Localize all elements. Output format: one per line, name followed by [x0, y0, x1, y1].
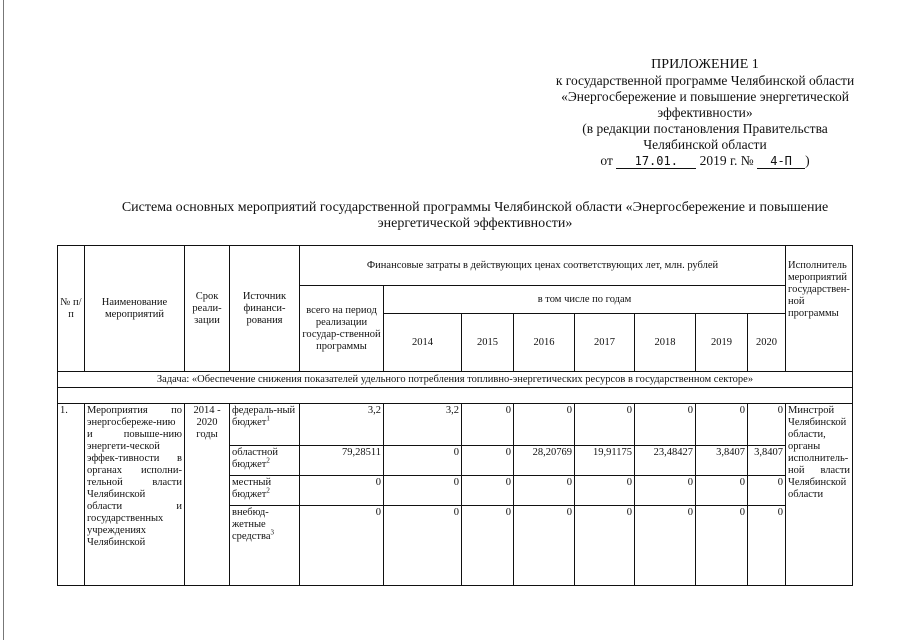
year-value-cell: 0	[748, 404, 786, 446]
total-cell: 79,28511	[300, 446, 384, 476]
total-cell: 0	[300, 506, 384, 586]
year-value-cell: 0	[696, 506, 748, 586]
year-value-cell: 0	[514, 476, 575, 506]
year-value-cell: 0	[462, 476, 514, 506]
col-total-header: всего на период реализации государ-ственной программы	[300, 286, 384, 372]
year-value-cell: 0	[696, 476, 748, 506]
date-value: 17.01.	[616, 155, 696, 169]
document-title	[80, 200, 870, 232]
source-label: внебюд-жетные средства	[232, 507, 271, 542]
appendix-header	[520, 57, 890, 169]
page-edge-line	[3, 0, 4, 640]
footnote-mark: 3	[270, 528, 275, 537]
year-value-cell: 0	[635, 404, 696, 446]
item-term: 2014 - 2020 годы	[185, 404, 230, 586]
year-value-cell: 0	[575, 404, 635, 446]
year-value-cell: 0	[748, 476, 786, 506]
year-value-cell: 0	[575, 506, 635, 586]
item-name: Мероприятия по энергосбереже-нию и повыше-нию энергети-ческой эффек-тивности в органах исполни-тельной власти Челябинской области и государственных учреждениях Челябинской	[85, 404, 185, 586]
date-prefix: от	[600, 153, 613, 168]
funding-source	[230, 506, 300, 586]
year-value-cell: 0	[384, 446, 462, 476]
year-value-cell: 0	[696, 404, 748, 446]
header-line: (в редакции постановления Правительства	[582, 121, 828, 136]
item-number: 1.	[58, 404, 85, 586]
year-value-cell: 0	[462, 446, 514, 476]
year-value-cell: 0	[514, 506, 575, 586]
year-header: 2015	[462, 314, 514, 372]
year-value-cell: 0	[748, 506, 786, 586]
year-value-cell: 23,48427	[635, 446, 696, 476]
year-value-cell: 3,2	[384, 404, 462, 446]
year-value-cell: 0	[384, 476, 462, 506]
col-executor-header: Исполнитель мероприятий государствен-ной программы	[786, 246, 853, 372]
year-value-cell: 3,8407	[696, 446, 748, 476]
year-value-cell: 28,20769	[514, 446, 575, 476]
year-header: 2017	[575, 314, 635, 372]
year-header: 2020	[748, 314, 786, 372]
col-finance-header: Финансовые затраты в действующих ценах соответствующих лет, млн. рублей	[300, 246, 786, 286]
source-label: областной бюджет	[232, 447, 278, 470]
footnote-mark: 2	[266, 456, 270, 465]
year-value-cell: 3,8407	[748, 446, 786, 476]
resolution-number: 4-П	[757, 155, 805, 169]
total-cell: 0	[300, 476, 384, 506]
year-header: 2014	[384, 314, 462, 372]
footnote-mark: 2	[266, 486, 270, 495]
year-header: 2016	[514, 314, 575, 372]
appendix-title: ПРИЛОЖЕНИЕ 1	[651, 57, 759, 72]
header-line: к государственной программе Челябинской области	[555, 73, 855, 88]
source-label: федераль-ный бюджет	[232, 405, 296, 428]
year-value-cell: 0	[384, 506, 462, 586]
title-line-1: Система основных мероприятий государственной программы Челябинской области «Энергосбережение и повышение	[121, 200, 829, 215]
footnote-mark: 1	[266, 414, 270, 423]
year-value-cell: 0	[514, 404, 575, 446]
year-header: 2019	[696, 314, 748, 372]
measures-table	[57, 245, 853, 586]
title-line-2: энергетической эффективности»	[377, 216, 573, 231]
header-line: «Энергосбережение и повышение энергетической	[561, 89, 849, 104]
col-source-header: Источник финанси-рования	[230, 246, 300, 372]
year-text: 2019 г. №	[699, 153, 754, 168]
col-name-header: Наименование мероприятий	[85, 246, 185, 372]
year-value-cell: 0	[635, 506, 696, 586]
header-line: эффективности»	[657, 105, 753, 120]
col-by-years-header: в том числе по годам	[384, 286, 786, 314]
year-value-cell: 0	[575, 476, 635, 506]
task-row: Задача: «Обеспечение снижения показателей удельного потребления топливно-энергетических ресурсов в государственном секторе»	[58, 372, 853, 388]
spacer-row	[58, 388, 853, 404]
year-value-cell: 0	[635, 476, 696, 506]
item-executor: Минстрой Челябинской области, органы исполнитель-ной власти Челябинской области	[786, 404, 853, 586]
source-label: местный бюджет	[232, 477, 272, 500]
header-line: Челябинской области	[643, 137, 767, 152]
year-value-cell: 0	[462, 404, 514, 446]
year-value-cell: 19,91175	[575, 446, 635, 476]
col-num-header: № п/п	[58, 246, 85, 372]
header-date-line	[520, 153, 890, 169]
funding-source	[230, 404, 300, 446]
year-header: 2018	[635, 314, 696, 372]
close-paren: )	[805, 153, 810, 168]
funding-source	[230, 476, 300, 506]
year-value-cell: 0	[462, 506, 514, 586]
total-cell: 3,2	[300, 404, 384, 446]
col-term-header: Срок реали-зации	[185, 246, 230, 372]
funding-source	[230, 446, 300, 476]
